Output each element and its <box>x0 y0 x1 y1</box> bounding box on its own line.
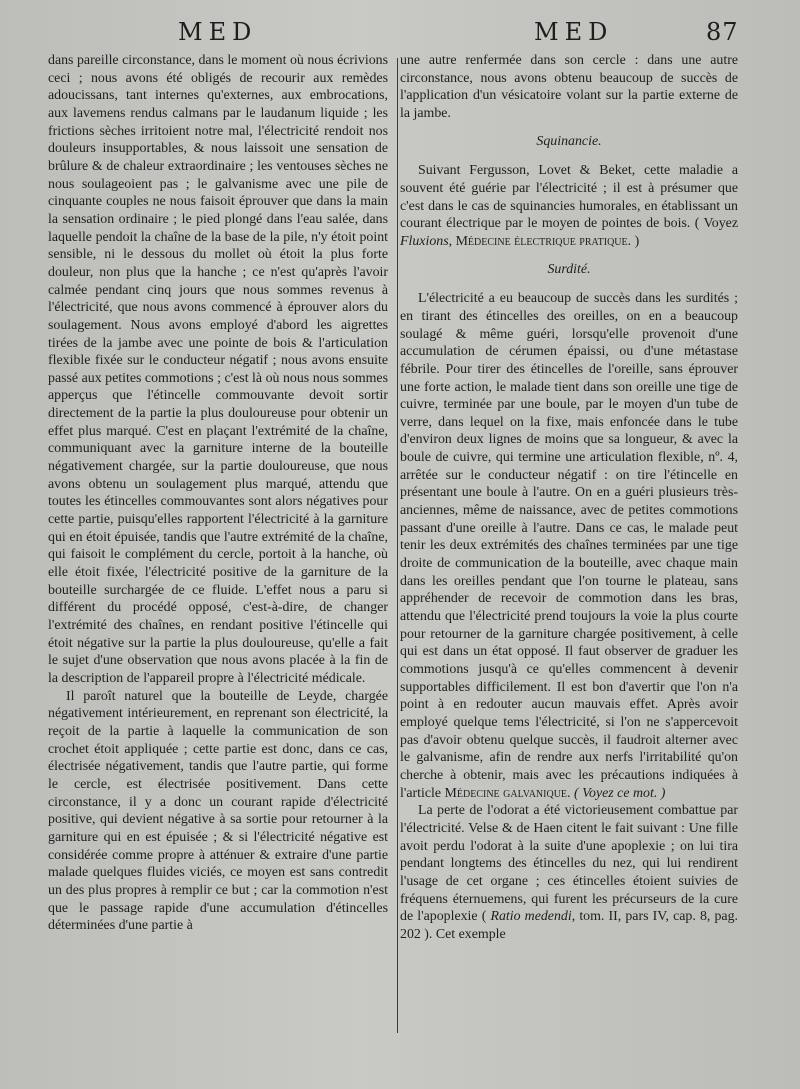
section-title-surdite: Surdité. <box>547 261 591 277</box>
section-title-squinancie: Squinancie. <box>536 133 602 149</box>
paragraph-surdite <box>400 290 738 802</box>
text-span: . ) <box>627 233 640 249</box>
text-span: , tom. II, pars IV, cap. 8, pag. 202 ). Cet exemple <box>400 909 739 942</box>
right-paragraph-continuation: une autre renfermée dans son cercle : dans une autre circonstance, nous avons obtenu beaucoup de succès de l'application d'un vésicatoire volant sur la partie externe de la jambe. <box>400 53 738 121</box>
left-paragraph-1: dans pareille circonstance, dans le moment où nous écrivions ceci ; nous avons été obligés de recourir aux remèdes adoucissans, tant internes qu'externes, aux embrocations, aux lavemens rendus calmans par le laudanum liquide ; les frictions sèches irritoient notre mal, l'électricité rendoit nos douleurs insupportables, & nous laissoit une sensation de brûlure & de chaleur extraordinaire ; les ventouses sèches ne nous soulageoient pas ; le galvanisme avec une pile de cinquante couples ne nous faisoit éprouver que dans la main la sensation ordinaire ; le pied plongé dans l'eau salée, dans laquelle pendoit la chaîne de la base de la pile, n'y étoit point sensible, ni le dessous du mollet où étoit la plus forte douleur, non plus que la hanche ; ce n'est qu'après l'avoir calmée pendant cinq jours que nous sommes revenus à l'électricité, que nous avons commencé à éprouver alors du soulagement. Nous avons employé d'abord les aigrettes tirées de la jambe avec une pointe de bois & l'articulation flexible fixée sur le conducteur négatif ; nous avons ensuite passé aux petites commotions ; c'est là où nous nous sommes apperçus que l'étincelle commouvante devoit sortir directement de la partie la plus douloureuse pour obtenir un effet plus marqué. C'est en plaçant l'extrémité de la chaîne, communiquant avec la garniture interne de la bouteille négativement chargée, sur la partie douloureuse, que nous avons obtenu un soulagement plus marqué, attendu que toutes les étincelles commouvantes sont alors négatives pour cette partie, puisqu'elles rapportent l'électricité à la garniture qui en étoit épuisée, tandis que l'autre extrémité de la chaîne, qui faisoit le complément du cercle, portoit à la hanche, où elle étoit fixée, l'électricité positive de la garniture de la bouteille surchargée de ce fluide. L'effet nous a paru si différent du procédé opposé, c'est-à-dire, de changer l'extrémité des chaînes, en rendant positive l'étincelle qui étoit négative sur la partie la plus douloureuse, qu'elle a fait le sujet d'une observation que nous avons placée à la fin de la description de l'appareil propre à l'électricité médicale. <box>48 53 388 686</box>
paragraph-odorat <box>400 802 738 943</box>
text-span: L'électricité a eu beaucoup de succès dans les surdités ; en tirant des étincelles des oreilles, on en a beaucoup soulagé & même guéri, lorsqu'elle provenoit d'une accumulation de cérumen épaissi, ou d'une métastase fébrile. Pour tirer des étincelles de l'oreille, sans éprouver une forte action, le malade tient dans son oreille une tige de cuivre, terminée par une boule, par le moyen d'un tube de verre, dans lequel on la fixe, mais enfoncée dans le tube d'environ deux lignes de moins que sa longueur, & avec la boule de cuivre, qui termine une articulation flexible, nº. 4, arrêtée sur le conducteur négatif : on tire l'étincelle en présentant une boule à l'autre. On en a guéri plusieurs très-anciennes, même de naissance, avec de petites commotions passant d'une oreille à l'autre. Dans ce cas, le malade peut tenir les deux extrémités des chaînes terminées par une tige droite de communication de la bouteille, avec chaque main dans les oreilles pendant que l'on tourne le plateau, sans appréhender de recevoir de commotion dans les bras, attendu que l'électricité prend toujours la voie la plus courte pour retourner de la garniture chargée positivement, à celle qui est dans un état opposé. Il faut observer de graduer les commotions jusqu'à ce qu'elles commencent à devenir supportables difficilement. Il est bon d'avertir que l'on n'a point à en redouter aucun mauvais effet. Après avoir employé quelque tems l'électricité, si l'on ne s'appercevoit pas d'avoir obtenu quelque succès, il faudroit alterner avec le galvanisme, afin de rendre aux nerfs l'irritabilité qu'on cherche à obtenir, mais avec les précautions indiquées à l'article <box>400 291 738 801</box>
running-head-right: MED <box>534 18 614 46</box>
text-span: . <box>567 785 574 801</box>
left-paragraph-2: Il paroît naturel que la bouteille de Leyde, chargée négativement intérieurement, en reprenant son électricité, la reçoit de la partie à laquelle la communication de son crochet étoit appliquée ; cette partie est donc, dans ce cas, électrisée négativement, tandis que l'autre partie, qui forme le cercle, est électrisée positivement. Dans cette circonstance, il y a donc un courant rapide d'électricité positive, qui devient négative à sa sortie pour retourner à la garniture qui en est épuisée ; & si l'électricité négative est considérée comme propre à atténuer & extraire d'une partie malade quelques fluides viciés, ce moyen est sans contredit un des plus propres à remplir ce but ; car la commotion n'est que le passage rapide d'une accumulation d'étincelles déterminées d'une partie à <box>48 688 388 934</box>
text-span: , <box>448 233 456 249</box>
citation-title: Ratio medendi <box>490 909 572 925</box>
cross-reference: ( Voyez ce mot. ) <box>573 785 666 801</box>
cross-reference: Fluxions <box>400 233 449 249</box>
text-span: Suivant Fergusson, Lovet & Beket, cette maladie a souvent été guérie par l'électricité ; il est à présumer que c'est dans le cas de squinancies humorales, en établissant un courant électrique par le moyen de pointes de bois. ( Voyez <box>400 163 738 232</box>
text-span: La perte de l'odorat a été victorieusement combattue par l'électricité. Velse & de Haen citent le fait suivant : Une fille avoit perdu l'odorat à la suite d'une apoplexie ; on lui tira pendant longtems des étincelles du nez, qui lui rendirent l'usage de cet organe ; ces étincelles étoient suivies de fréquens éternuemens, qui furent les précurseurs de la cure de l'apoplexie ( <box>400 803 738 925</box>
paragraph-squinancie <box>400 162 738 250</box>
right-column <box>400 52 738 944</box>
column-divider <box>397 58 398 1033</box>
page-number: 87 <box>706 18 739 46</box>
article-reference: Médecine électrique pratique <box>455 233 628 249</box>
left-column <box>48 52 388 935</box>
running-head-left: MED <box>178 18 258 46</box>
article-reference: Médecine galvanique <box>444 785 568 801</box>
